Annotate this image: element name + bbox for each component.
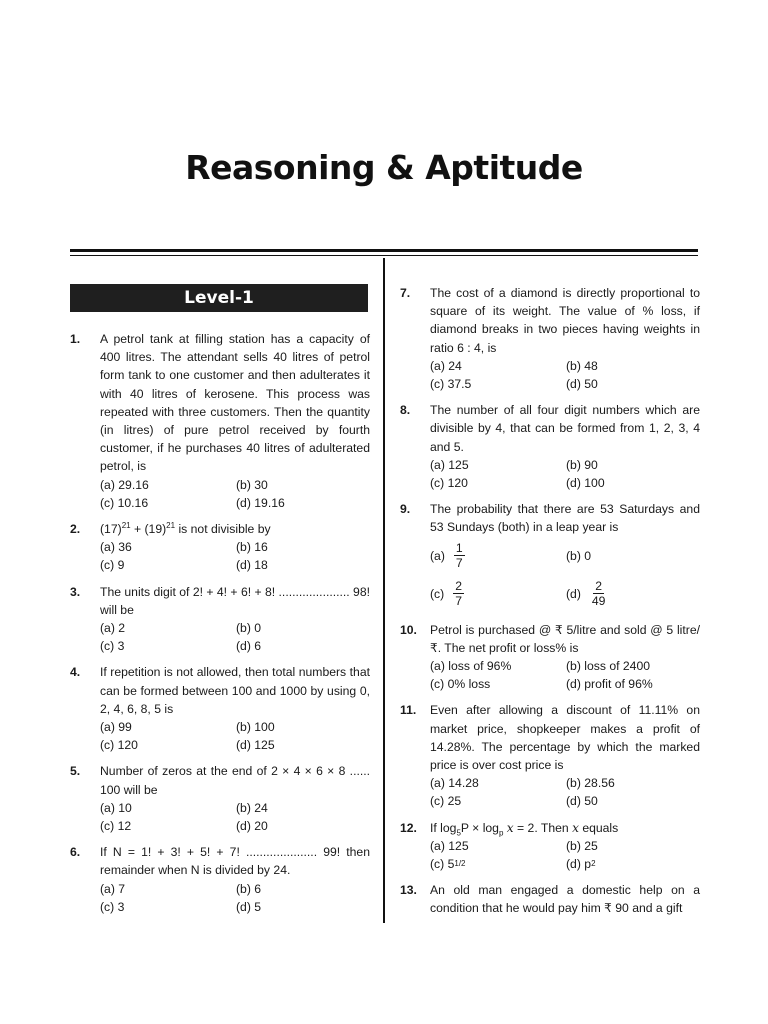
options xyxy=(100,619,370,655)
option-d: (d) 20 xyxy=(236,819,268,834)
option-d: (d) 6 xyxy=(236,639,262,654)
options xyxy=(100,880,370,916)
fraction-denominator: 49 xyxy=(591,594,606,609)
option-a: (a) 24 xyxy=(430,358,462,373)
question-3 xyxy=(70,583,370,656)
expr-text: If log xyxy=(430,820,457,835)
option-c: (c) 3 xyxy=(100,639,125,654)
question-text: Petrol is purchased @ ₹ 5/litre and sold @ 5 litre/₹. The net profit or loss% is xyxy=(430,622,700,655)
fraction-denominator: 7 xyxy=(455,556,463,571)
option-c: (c) 120 xyxy=(430,476,468,491)
question-text: The probability that there are 53 Saturdays and 53 Sundays (both) in a leap year is xyxy=(430,502,700,535)
option-b: (b) 16 xyxy=(236,540,268,555)
option-a: (a) loss of 96% xyxy=(430,659,512,674)
question-text: If repetition is not allowed, then total numbers that can be formed between 100 and 1000 by using 0, 2, 4, 6, 8, 5 is xyxy=(100,665,370,716)
question-text: If N = 1! + 3! + 5! + 7! ..................... 99! then remainder when N is divided by 24. xyxy=(100,845,370,878)
option-a: (a) 36 xyxy=(100,540,132,555)
expr-exponent: 21 xyxy=(121,520,131,530)
question-number: 11. xyxy=(400,703,417,718)
fraction xyxy=(590,579,608,608)
question-number: 9. xyxy=(400,502,411,517)
option-a: (a) 29.16 xyxy=(100,477,149,492)
question-number: 2. xyxy=(70,522,81,537)
option-b: (b) 0 xyxy=(236,621,262,636)
option-a: (a) 14.28 xyxy=(430,776,479,791)
option-base: (d) p xyxy=(566,857,592,872)
option-d: (d) 50 xyxy=(566,377,598,392)
fraction xyxy=(454,541,465,570)
fraction-numerator: 1 xyxy=(455,541,463,556)
question-text: A petrol tank at filling station has a capacity of 400 litres. The attendant sells 40 litres of petrol form tank to one customer and then adulterates it with 40 litres of kerosene. This process was repeated with three customers. Then the quantity (in litres) of pure petrol received by fourth customer, if he purchases 40 litres of adulterated petrol, is xyxy=(100,332,370,474)
option-a: (a) 125 xyxy=(430,457,469,472)
question-5 xyxy=(70,762,370,835)
options xyxy=(430,837,700,873)
option-c: (c) 37.5 xyxy=(430,377,472,392)
option-c: (c) 0% loss xyxy=(430,677,491,692)
option-c: (c) 5 1/2 xyxy=(430,855,566,873)
header-rule-thin xyxy=(70,255,698,256)
fraction xyxy=(453,579,464,608)
fraction-numerator: 2 xyxy=(455,579,462,594)
option-c: (c) 12 xyxy=(100,819,132,834)
option-c: (c) 25 xyxy=(430,794,462,809)
option-b: (b) 48 xyxy=(566,358,598,373)
expr-rest: is not divisible by xyxy=(175,522,271,537)
question-number: 1. xyxy=(70,332,81,346)
option-b: (b) 90 xyxy=(566,457,598,472)
option-d: (d) 19.16 xyxy=(236,495,285,510)
option-label: (c) xyxy=(430,586,445,601)
options xyxy=(430,357,700,393)
option-d xyxy=(566,575,702,613)
options xyxy=(100,718,370,754)
option-b: (b) 28.56 xyxy=(566,776,615,791)
question-text xyxy=(100,520,370,538)
options xyxy=(430,456,700,492)
option-a: (a) 10 xyxy=(100,800,132,815)
right-column xyxy=(400,284,700,926)
fraction-denominator: 7 xyxy=(455,594,462,609)
expr-text: P × log xyxy=(460,820,499,835)
options xyxy=(430,657,700,693)
question-text xyxy=(430,819,700,837)
level-banner: Level-1 xyxy=(70,284,368,312)
question-text: The units digit of 2! + 4! + 6! + 8! ..................... 98! will be xyxy=(100,584,370,617)
question-text: The number of all four digit numbers which are divisible by 4, that can be formed from 1, 2, 3, 4 and 5. xyxy=(430,403,700,454)
option-b: (b) loss of 2400 xyxy=(566,659,651,674)
question-9 xyxy=(400,500,700,612)
question-text: Number of zeros at the end of 2 × 4 × 6 × 8 ...... 100 will be xyxy=(100,764,370,797)
question-8 xyxy=(400,401,700,492)
question-12 xyxy=(400,819,700,874)
question-number: 10. xyxy=(400,622,417,637)
option-d: (d) 18 xyxy=(236,558,268,573)
expr-operator: + xyxy=(130,522,145,537)
question-13 xyxy=(400,881,700,917)
option-d: (d) 50 xyxy=(566,794,598,809)
option-c xyxy=(430,575,566,613)
option-b: (b) 24 xyxy=(236,800,268,815)
option-d: (d) 125 xyxy=(236,738,275,753)
option-b: (b) 25 xyxy=(566,838,598,853)
question-number: 5. xyxy=(70,764,81,779)
option-a: (a) 125 xyxy=(430,838,469,853)
option-c: (c) 9 xyxy=(100,558,125,573)
question-2 xyxy=(70,520,370,575)
option-a: (a) 2 xyxy=(100,621,126,636)
question-1 xyxy=(70,330,370,512)
question-number: 6. xyxy=(70,845,81,860)
option-d: (d) profit of 96% xyxy=(566,677,653,692)
options xyxy=(100,799,370,835)
options xyxy=(100,538,370,574)
expr-subscript: p xyxy=(498,828,504,838)
option-a: (a) 7 xyxy=(100,881,126,896)
expr-exponent: 21 xyxy=(166,520,176,530)
question-11 xyxy=(400,701,700,810)
option-b: (b) 6 xyxy=(236,881,262,896)
expr-text: equals xyxy=(578,820,619,835)
option-b: (b) 100 xyxy=(236,720,275,735)
option-b: (b) 0 xyxy=(566,548,592,563)
question-text: An old man engaged a domestic help on a condition that he would pay him ₹ 90 and a gift xyxy=(430,883,700,916)
column-divider xyxy=(383,258,385,923)
page-title: Reasoning & Aptitude xyxy=(185,148,583,187)
question-number: 7. xyxy=(400,286,411,300)
question-4 xyxy=(70,663,370,754)
option-d: (d) 100 xyxy=(566,476,605,491)
expr-variable: x xyxy=(572,820,579,835)
option-b: (b) 30 xyxy=(236,477,268,492)
question-number: 12. xyxy=(400,820,417,835)
options xyxy=(100,476,370,512)
options xyxy=(430,774,700,810)
expr-text: = 2. Then xyxy=(513,820,573,835)
expr-subscript: 5 xyxy=(456,828,461,838)
question-10 xyxy=(400,621,700,694)
question-number: 13. xyxy=(400,883,417,898)
question-number: 8. xyxy=(400,403,411,418)
question-text: The cost of a diamond is directly proportional to square of its weight. The value of % loss, if diamond breaks in two pieces having weights in ratio 6 : 4, is xyxy=(430,286,700,355)
question-number: 4. xyxy=(70,665,81,680)
option-a: (a) 99 xyxy=(100,720,132,735)
option-a xyxy=(430,537,566,575)
option-label: (a) xyxy=(430,548,445,563)
expr-variable: x xyxy=(506,820,514,835)
header-rule-thick xyxy=(70,249,698,252)
option-label: (d) xyxy=(566,586,581,601)
left-column xyxy=(70,330,370,924)
option-c: (c) 10.16 xyxy=(100,495,149,510)
question-7 xyxy=(400,284,700,393)
options xyxy=(430,537,700,613)
option-c: (c) 3 xyxy=(100,899,125,914)
question-text: Even after allowing a discount of 11.11% on market price, shopkeeper makes a profit of 14.28%. The percentage by which the marked price is over cost price is xyxy=(430,703,700,773)
option-c: (c) 120 xyxy=(100,738,138,753)
option-d: (d) p 2 xyxy=(566,855,702,873)
expr-base: (17) xyxy=(100,522,122,537)
question-number: 3. xyxy=(70,584,81,599)
fraction-numerator: 2 xyxy=(595,579,603,594)
question-6 xyxy=(70,843,370,916)
option-d: (d) 5 xyxy=(236,899,262,914)
expr-base: (19) xyxy=(144,522,167,537)
option-base: (c) 5 xyxy=(430,857,455,872)
